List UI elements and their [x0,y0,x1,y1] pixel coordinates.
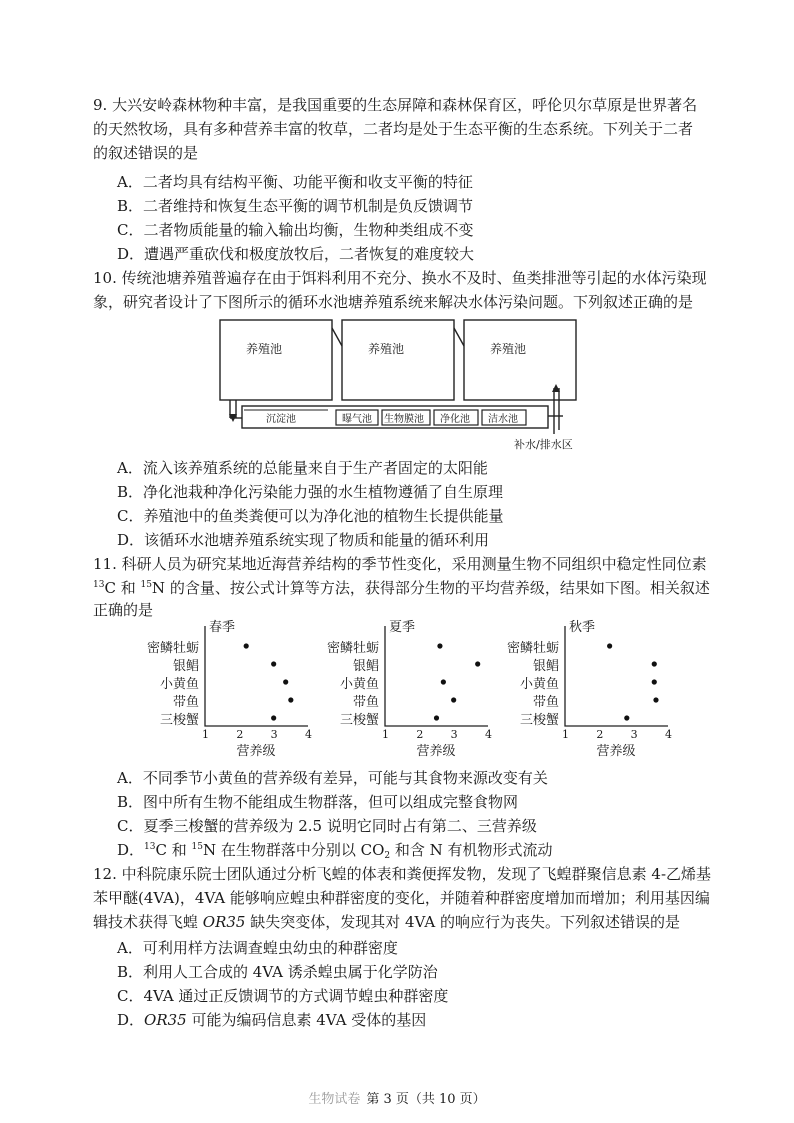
page-footer [0,1088,794,1107]
q9-stem-line-2: 的天然牧场，具有多种营养丰富的牧草，二者均是处于生态平衡的生态系统。下列关于二者 [93,120,694,138]
aeration-tank-label: 曝气池 [342,414,372,425]
chart-axes [385,626,488,726]
sedimentation-tank-label: 沉淀池 [266,414,296,425]
species-label: 密鳞牡蛎 [146,641,199,656]
q10-option-c: C．养殖池中的鱼类粪便可以为净化池的植物生长提供能量 [117,507,504,525]
q10-stem-line-2: 象，研究者设计了下图所示的循环水池塘养殖系统来解决水体污染问题。下列叙述正确的是 [93,293,694,311]
data-point-4 [653,697,658,702]
x-axis-label: 营养级 [596,744,636,759]
data-point-3 [441,679,446,684]
season-title: 秋季 [569,620,596,635]
q11-option-d-prefix: D． [117,841,145,859]
q9-option-c: C．二者物质能量的输入输出均衡，生物种类组成不变 [117,221,474,239]
q12-stem3-text-a: 辑技术获得飞蝗 [93,913,203,931]
species-label: 小黄鱼 [159,677,199,692]
q9-option-b: B．二者维持和恢复生态平衡的调节机制是负反馈调节 [117,197,474,215]
chart-autumn [487,618,672,759]
c13-mass-number: 13 [93,580,105,590]
q12-stem-line-2: 苯甲醚(4VA)，4VA 能够响应蝗虫种群密度的变化，并随着种群密度增加而增加；利用基因编 [93,889,710,907]
q11-option-b: B．图中所有生物不能组成生物群落，但可以组成完整食物网 [117,793,519,811]
chart-axes [565,626,668,726]
q12-stem-line-1: 12. 中科院康乐院士团队通过分析飞蝗的体表和粪便挥发物，发现了飞蝗群聚信息素 4-乙烯基 [93,865,712,883]
x-tick-label: 2 [236,728,244,741]
passage-2-3 [454,328,464,346]
pond-2-box [342,320,454,400]
q10-option-a: A．流入该养殖系统的总能量来自于生产者固定的太阳能 [117,459,488,477]
species-label: 小黄鱼 [519,677,559,692]
pond-1-label: 养殖池 [246,342,283,356]
q10-option-d: D．该循环水池塘养殖系统实现了物质和能量的循环利用 [117,531,490,549]
clean-water-tank-label: 洁水池 [488,414,518,425]
data-point-1 [437,643,442,648]
x-tick-label: 4 [485,728,492,741]
data-point-3 [652,679,657,684]
recirculating-pond-diagram [218,318,578,452]
q11-stem-line-2 [93,578,710,598]
data-point-5 [434,715,439,720]
q9-stem-line-1: 9. 大兴安岭森林物种丰富，是我国重要的生态屏障和森林保育区，呼伦贝尔草原是世界著名 [93,96,698,114]
x-axis-label: 营养级 [416,744,456,759]
pond-1-box [220,320,332,400]
q12-option-b: B．利用人工合成的 4VA 诱杀蝗虫属于化学防治 [117,963,438,981]
q12-option-d [117,1010,426,1030]
n15-mass-number: 15 [140,580,152,590]
q11-stem-text-a: C 和 [104,579,141,597]
q11-option-d-c-mass: 13 [144,842,156,852]
data-point-3 [283,679,288,684]
species-label: 三梭蟹 [519,713,559,728]
q11-option-d [117,840,553,860]
species-label: 带鱼 [532,695,559,710]
q11-option-a: A．不同季节小黄鱼的营养级有差异，可能与其食物来源改变有关 [117,769,548,787]
x-tick-label: 4 [305,728,312,741]
q11-stem-line-1: 11. 科研人员为研究某地近海营养结构的季节性变化，采用测量生物不同组织中稳定性同位素 [93,555,707,573]
x-tick-label: 2 [416,728,424,741]
purification-tank-label: 净化池 [440,414,470,425]
species-label: 带鱼 [172,695,199,710]
passage-1-2 [332,328,342,346]
species-label: 银鲳 [532,659,559,674]
q10-stem-line-1: 10. 传统池塘养殖普遍存在由于饵料利用不充分、换水不及时、鱼类排泄等引起的水体污染现 [93,269,707,287]
data-point-4 [451,697,456,702]
footer-subject: 生物试卷 [308,1092,361,1107]
season-title: 夏季 [389,620,416,635]
x-tick-label: 3 [270,728,278,741]
q9-option-a: A．二者均具有结构平衡、功能平衡和收支平衡的特征 [117,173,473,191]
q11-option-d-end: 和含 N 有机物形式流动 [390,841,553,859]
x-tick-label: 4 [665,728,672,741]
data-point-1 [244,643,249,648]
data-point-5 [271,715,276,720]
q11-option-d-text: N 在生物群落中分别以 CO [202,841,385,859]
pond-3-label: 养殖池 [490,342,527,356]
pond-2-label: 养殖池 [368,342,405,356]
data-point-5 [624,715,629,720]
q12-option-c: C．4VA 通过正反馈调节的方式调节蝗虫种群密度 [117,987,449,1005]
footer-page-number: 第 3 页（共 10 页） [366,1092,486,1107]
water-exchange-label: 补水/排水区 [514,438,573,451]
x-tick-label: 3 [450,728,458,741]
data-point-2 [271,661,276,666]
x-tick-label: 2 [596,728,604,741]
species-label: 三梭蟹 [339,713,379,728]
x-tick-label: 1 [382,728,389,741]
q9-option-d: D．遭遇严重砍伐和极度放牧后，二者恢复的难度较大 [117,245,475,263]
q12-option-d-gene: OR35 [144,1011,187,1029]
q12-gene-name: OR35 [202,913,246,931]
species-label: 带鱼 [352,695,379,710]
data-point-4 [288,697,293,702]
x-axis-label: 营养级 [236,744,276,759]
q11-option-d-subscript: 2 [384,851,391,861]
pond-diagram-svg [218,318,578,452]
q11-option-d-n-mass: 15 [191,842,203,852]
chart-spring [127,618,312,759]
chart-summer [307,618,492,759]
species-label: 密鳞牡蛎 [506,641,559,656]
data-point-2 [652,661,657,666]
species-label: 三梭蟹 [159,713,199,728]
q11-option-c: C．夏季三梭蟹的营养级为 2.5 说明它同时占有第二、三营养级 [117,817,537,835]
q11-stem-text-b: N 的含量、按公式计算等方法，获得部分生物的平均营养级，结果如下图。相关叙述 [151,579,710,597]
q12-option-d-rest: 可能为编码信息素 4VA 受体的基因 [186,1011,427,1029]
q11-option-d-mid: C 和 [155,841,192,859]
q12-option-d-prefix: D． [117,1011,145,1029]
season-title: 春季 [209,620,236,635]
x-tick-label: 1 [202,728,209,741]
species-label: 小黄鱼 [339,677,379,692]
q10-option-b: B．净化池栽种净化污染能力强的水生植物遵循了自生原理 [117,483,504,501]
species-label: 银鲳 [172,659,199,674]
chart-axes [205,626,308,726]
x-tick-label: 1 [562,728,569,741]
data-point-1 [607,643,612,648]
x-tick-label: 3 [630,728,638,741]
species-label: 银鲳 [352,659,379,674]
q12-stem-line-3 [93,912,680,932]
species-label: 密鳞牡蛎 [326,641,379,656]
q9-stem-line-3: 的叙述错误的是 [93,144,199,162]
q12-stem3-text-b: 缺失突变体，发现其对 4VA 的响应行为丧失。下列叙述错误的是 [245,913,680,931]
q12-option-a: A．可利用样方法调查蝗虫幼虫的种群密度 [117,939,398,957]
biofilm-tank-label: 生物膜池 [384,414,424,425]
q11-stem-line-3: 正确的是 [93,601,154,619]
